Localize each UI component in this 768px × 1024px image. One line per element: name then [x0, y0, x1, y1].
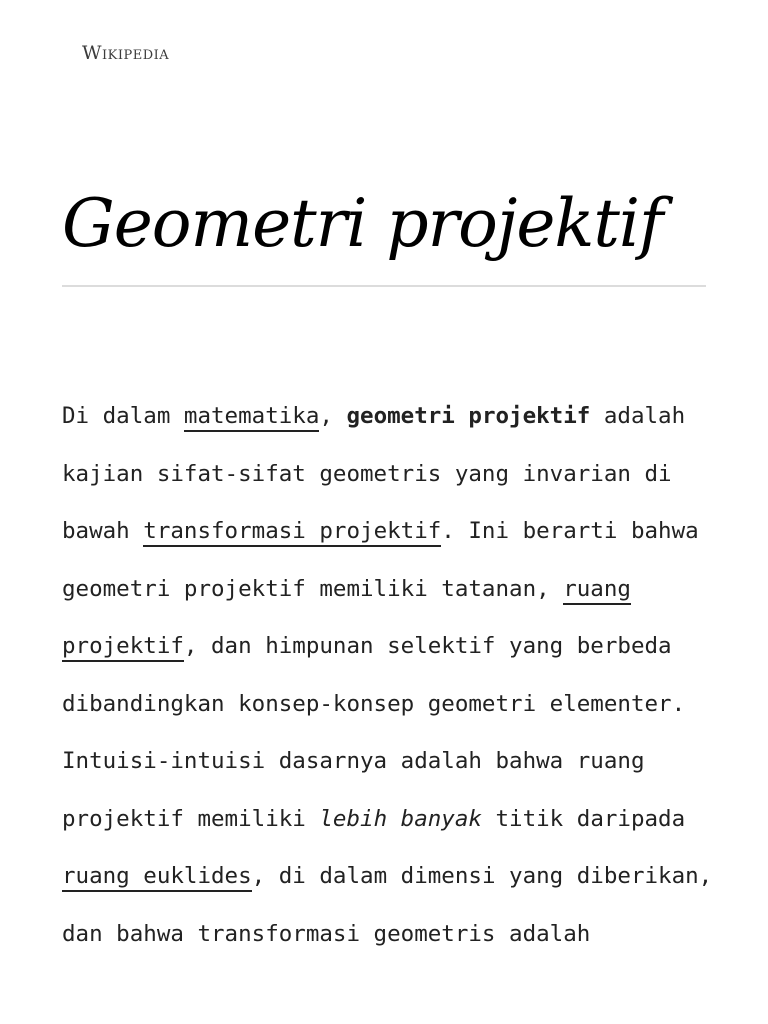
italic-phrase: lebih banyak: [319, 805, 482, 832]
paragraph-line-1: [62, 388, 712, 446]
paragraph-line-5: [62, 618, 712, 676]
paragraph-line-8: [62, 791, 712, 849]
page-title: Geometri projektif: [62, 185, 663, 262]
text-run: adalah: [590, 403, 686, 429]
text-run: , di dalam dimensi yang diberikan,: [251, 863, 713, 889]
paragraph-line-4: [62, 561, 712, 619]
link-transformasi-projektif[interactable]: transformasi projektif: [143, 518, 441, 547]
wikipedia-wordmark[interactable]: Wikipedia: [82, 42, 170, 64]
link-ruang-projektif-part2[interactable]: projektif: [62, 633, 184, 662]
text-run: , dan himpunan selektif yang berbeda: [183, 633, 672, 659]
text-run: ,: [319, 403, 347, 429]
text-run: geometri projektif memiliki tatanan,: [62, 575, 564, 602]
paragraph-line-3: [62, 503, 712, 561]
text-run: . Ini berarti bahwa: [441, 518, 699, 544]
link-ruang-euklides[interactable]: ruang euklides: [62, 863, 252, 892]
text-run: titik daripada: [481, 805, 686, 832]
paragraph-line-10: dan bahwa transformasi geometris adalah: [62, 920, 591, 947]
link-matematika[interactable]: matematika: [184, 403, 319, 432]
link-ruang-projektif-part1[interactable]: ruang: [563, 576, 631, 605]
text-run: bawah: [62, 518, 144, 544]
title-divider: [62, 285, 706, 287]
text-run: projektif memiliki: [62, 805, 320, 832]
paragraph-line-7: Intuisi-intuisi dasarnya adalah bahwa ruang: [62, 748, 645, 774]
bold-term: geometri projektif: [346, 403, 591, 429]
paragraph-line-2: kajian sifat-sifat geometris yang invarian di: [62, 460, 672, 487]
text-run: Di dalam: [62, 403, 184, 429]
article-paragraph: [62, 388, 712, 963]
paragraph-line-9: [62, 848, 712, 906]
paragraph-line-6: dibandingkan konsep-konsep geometri elementer.: [62, 690, 686, 717]
